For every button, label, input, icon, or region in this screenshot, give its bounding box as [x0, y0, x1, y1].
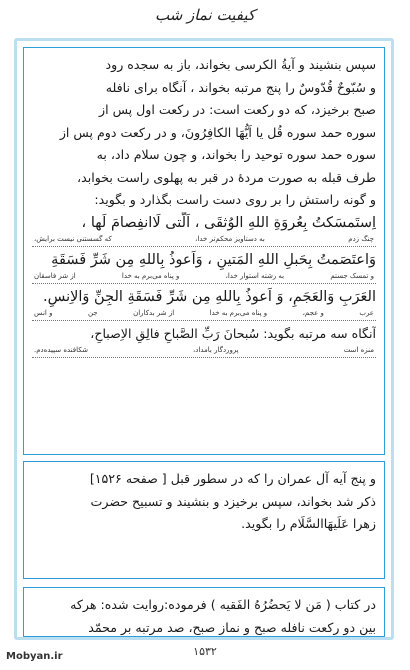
- gloss-word: جن: [87, 308, 98, 317]
- text-line: و گونه راستش را بر روی دست راست بگذارد و بگوید:: [94, 192, 376, 207]
- verse-translation: [32, 345, 376, 358]
- text-box-main: [23, 47, 385, 455]
- site-watermark: Mobyan.ir: [6, 651, 63, 662]
- text-line: زهرا عَلَیهَاالسَّلَام را بگوید.: [241, 516, 376, 531]
- gloss-word: از شر فاسقان: [34, 271, 76, 280]
- gloss-word: و انس: [34, 308, 53, 317]
- gloss-word: و پناه می‌برم به خدا: [121, 271, 180, 280]
- text-line: بین دو رکعت نافله صبح و نماز صبح، صد مرتبه بر محمّد: [88, 619, 376, 635]
- text-line: آنگاه سه مرتبه بگوید: سُبحانَ رَبِّ الصَّباحِ فالِقِ الاِصباحِ،: [90, 325, 376, 341]
- text-box-ziyarat: [23, 461, 385, 579]
- verse-translation: [32, 308, 376, 321]
- gloss-word: چنگ زدم: [348, 234, 374, 243]
- arabic-verse: وَاعتَصَمتُ بِحَبلِ اللهِ المَتینِ ، وَاَعوذُ بِاللهِ مِن شَرِّ فَسَقَةِ: [51, 251, 376, 268]
- gloss-word: عرب: [359, 308, 374, 317]
- page-number: ۱۵۳۲: [193, 645, 217, 658]
- text-line: سپس بنشیند و آیةُ الکرسی بخواند، باز به سجده رود: [105, 57, 376, 72]
- text-line: و سُبّوحٌ قُدّوسٌ را پنج مرتبه بخواند ، آنگاه برای نافله: [105, 79, 376, 95]
- page-frame: [14, 38, 394, 640]
- verse-translation: [32, 271, 376, 284]
- verse-translation: [32, 234, 376, 247]
- gloss-word: منزه است: [343, 346, 374, 354]
- text-box-narration: [23, 587, 385, 637]
- arabic-verse: اِستَمسَکتُ بِعُروَةِ اللهِ الوُثقَی ، اَلَّتی لَاانفِصامَ لَها ،: [81, 214, 376, 231]
- text-line: ذکر شد بخواند، سپس برخیزد و بنشیند و تسبیح حضرت: [90, 493, 376, 509]
- text-line: سوره حمد سوره توحید را بخواند، و چون سلام داد، به: [96, 147, 376, 162]
- gloss-word: و تمسک جستم: [330, 271, 374, 280]
- text-line: طرف قبله به صورت مردهٔ در قبر به پهلوی راست بخوابد،: [77, 169, 376, 185]
- gloss-word: به رشته استوار خدا،: [225, 271, 285, 280]
- text-line: صبح برخیزد، که دو رکعت است: در رکعت اول پس از: [98, 102, 376, 117]
- text-line: سوره حمد سوره قُل یا اَیُّهَا الکافِرُونَ، و در رکعت دوم پس از: [59, 124, 376, 140]
- gloss-word: و عجم،: [302, 308, 324, 317]
- text-line: در کتاب ( مَن لا یَحضُرُهُ الفَقیه ) فرموده:روایت شده: هرکه: [70, 597, 376, 612]
- text-line: و پنج آیه آل عمران را که در سطور قبل [ صفحه ۱۵۲۶]: [89, 471, 376, 486]
- gloss-word: و پناه می‌برم به خدا: [209, 308, 268, 317]
- arabic-verse: العَرَبِ وَالعَجَمِ، وَ اَعوذُ بِاللهِ مِن شَرِّ فَسَقَةِ الجِنِّ وَالاِنسِ.: [43, 288, 376, 305]
- gloss-word: از شر بدکاران: [133, 308, 175, 317]
- gloss-word: که گسستنی نیست برایش،: [34, 234, 112, 243]
- gloss-word: به دستاویز محکم‌تر خدا،: [195, 234, 265, 243]
- page-title: کیفیت نماز شب: [154, 6, 255, 24]
- gloss-word: شکافنده سپیده‌دم.: [34, 346, 88, 354]
- gloss-word: پروردگار بامداد،: [193, 346, 239, 354]
